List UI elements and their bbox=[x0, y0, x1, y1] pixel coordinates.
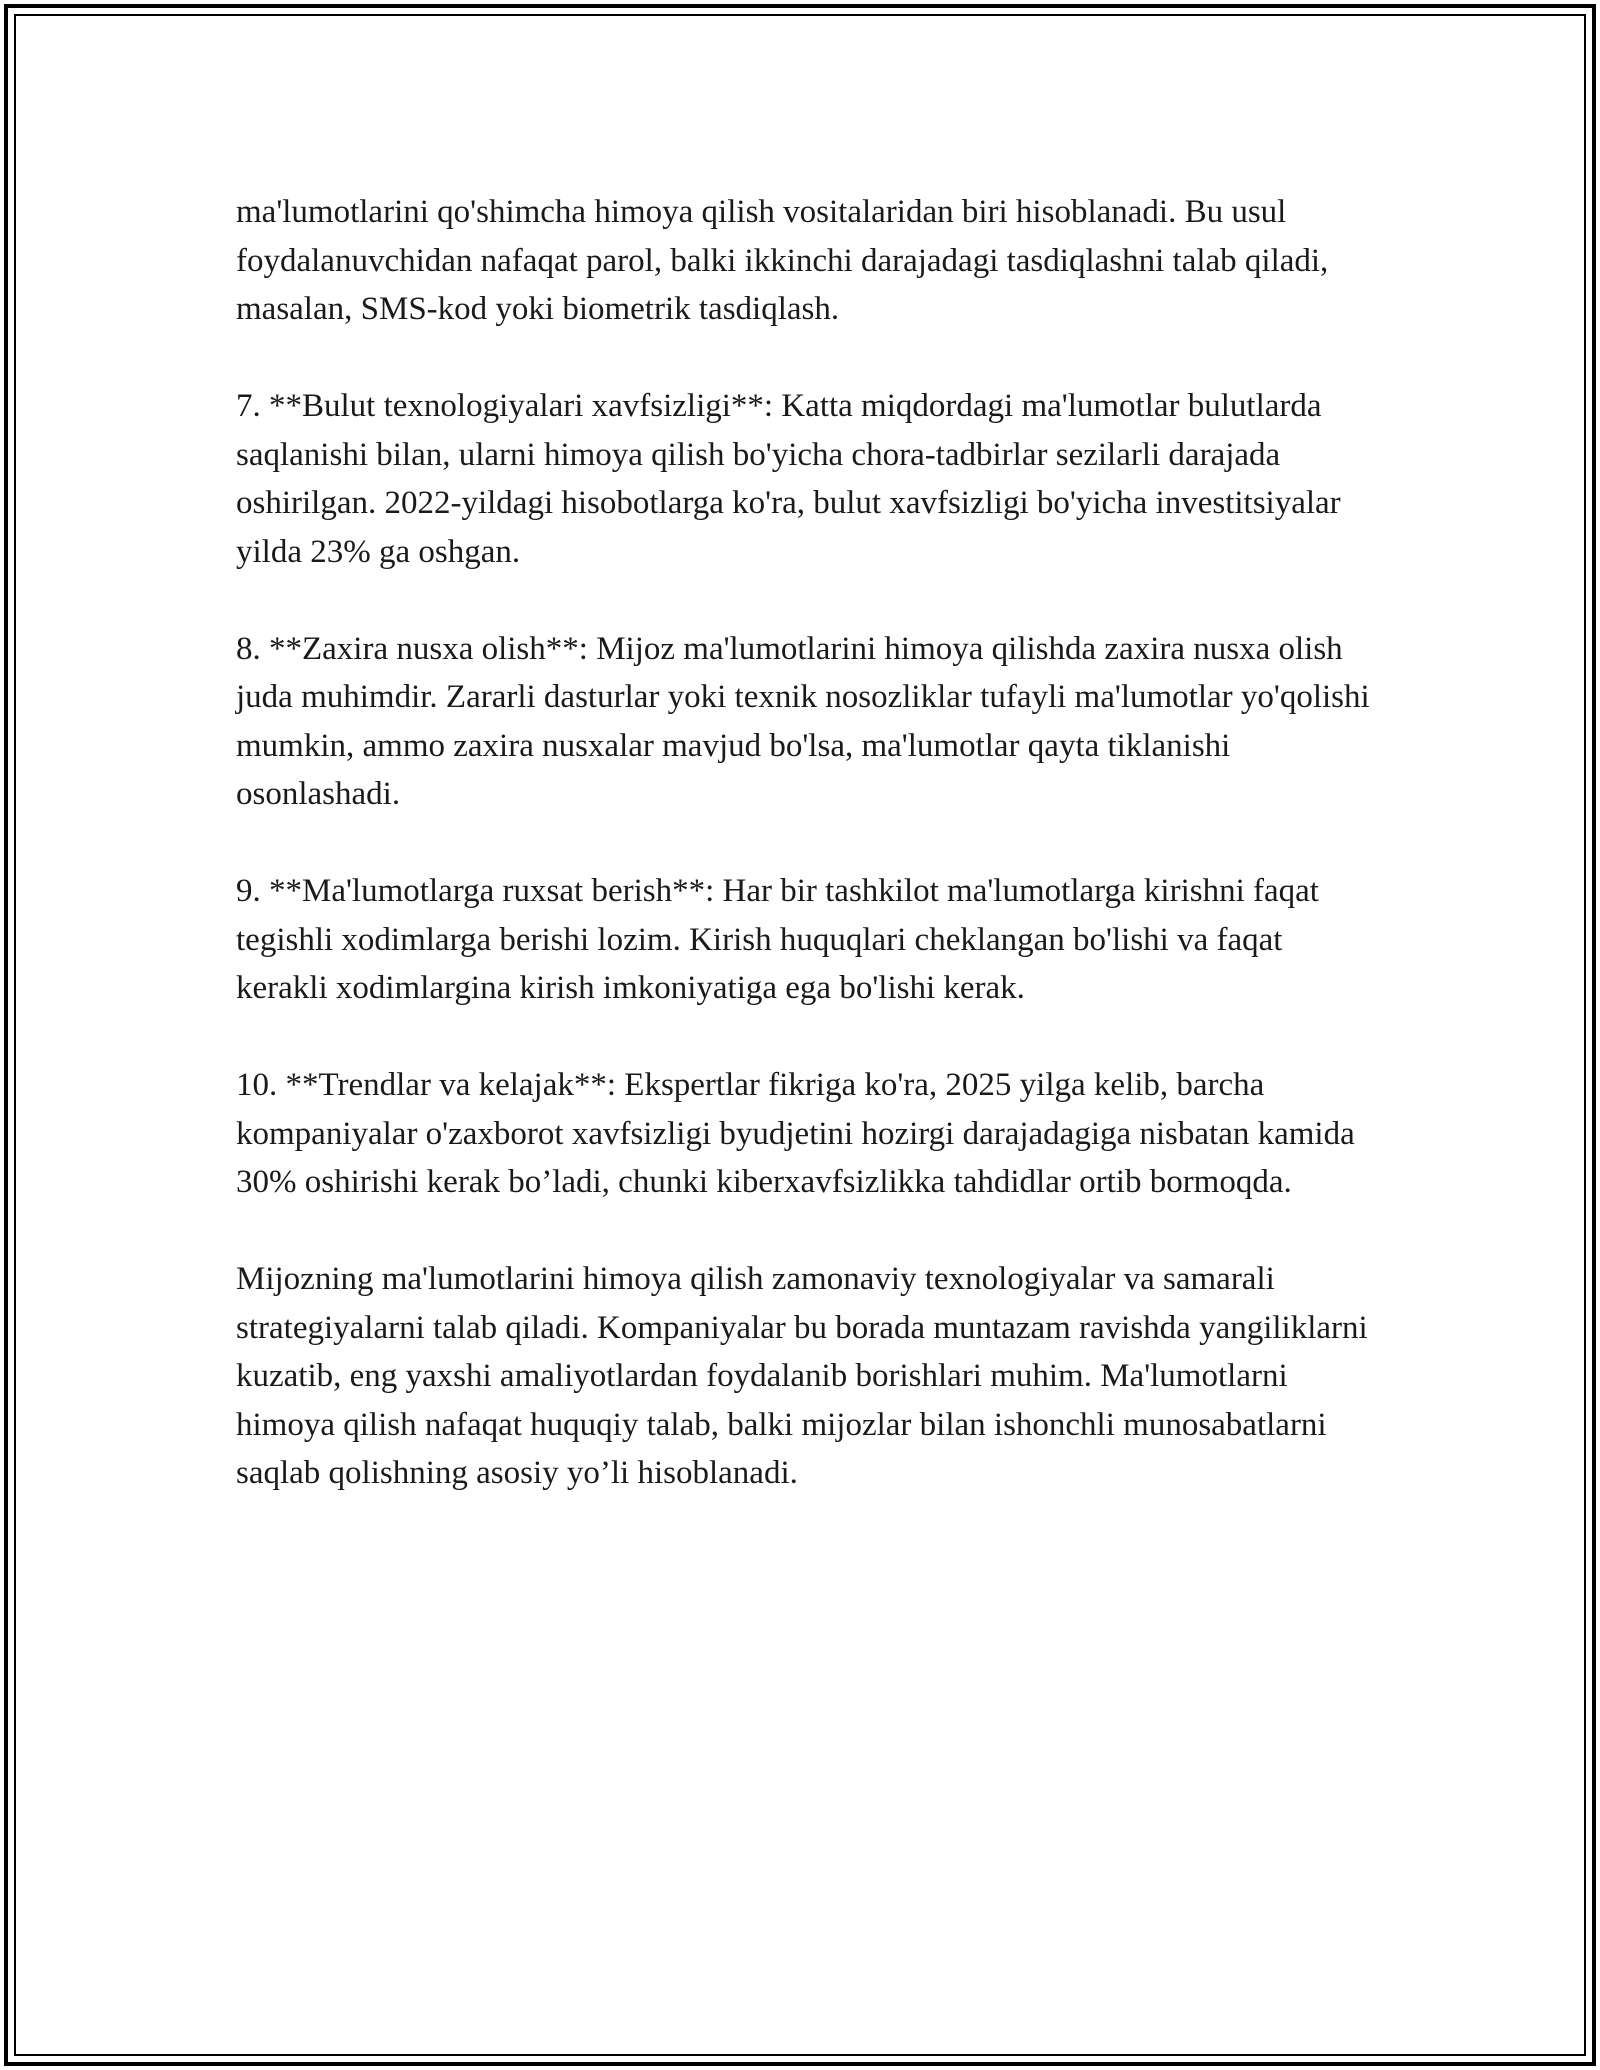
paragraph-item-10-trends: 10. **Trendlar va kelajak**: Ekspertlar fikriga ko'ra, 2025 yilga kelib, barcha kompaniyalar o'zaxborot xavfsizligi byudjetini hozirgi darajadagiga nisbatan kamida 30% oshirishi kerak bo’ladi, chunki kiberxavfsizlikka tahdidlar ortib bormoqda. bbox=[236, 1067, 1355, 1200]
paragraph-item-8-backup: 8. **Zaxira nusxa olish**: Mijoz ma'lumotlarini himoya qilishda zaxira nusxa olish juda muhimdir. Zararli dasturlar yoki texnik nosozliklar tufayli ma'lumotlar yo'qolishi mumkin, ammo zaxira nusxalar mavjud bo'lsa, ma'lumotlar qayta tiklanishi osonlashadi. bbox=[236, 630, 1370, 812]
paragraph-conclusion: Mijozning ma'lumotlarini himoya qilish zamonaviy texnologiyalar va samarali strategiyalarni talab qiladi. Kompaniyalar bu borada muntazam ravishda yangiliklarni kuzatib, eng yaxshi amaliyotlardan foydalanib borishlari muhim. Ma'lumotlarni himoya qilish nafaqat huquqiy talab, balki mijozlar bilan ishonchli munosabatlarni saqlab qolishning asosiy yo’li hisoblanadi. bbox=[236, 1261, 1368, 1491]
paragraph-item-7-cloud-security: 7. **Bulut texnologiyalari xavfsizligi**: Katta miqdordagi ma'lumotlar bulutlarda saqlanishi bilan, ularni himoya qilish bo'yicha chora-tadbirlar sezilarli darajada oshirilgan. 2022-yildagi hisobotlarga ko'ra, bulut xavfsizligi bo'yicha investitsiyalar yilda 23% ga oshgan. bbox=[236, 388, 1341, 570]
paragraph-2fa-continuation: ma'lumotlarini qo'shimcha himoya qilish vositalaridan biri hisoblanadi. Bu usul foydalanuvchidan nafaqat parol, balki ikkinchi darajadagi tasdiqlashni talab qiladi, masalan, SMS-kod yoki biometrik tasdiqlash. bbox=[236, 194, 1329, 327]
paragraph-item-9-access-control: 9. **Ma'lumotlarga ruxsat berish**: Har bir tashkilot ma'lumotlarga kirishni faqat tegishli xodimlarga berishi lozim. Kirish huquqlari cheklangan bo'lishi va faqat kerakli xodimlargina kirish imkoniyatiga ega bo'lishi kerak. bbox=[236, 873, 1319, 1006]
document-body bbox=[236, 188, 1376, 1546]
